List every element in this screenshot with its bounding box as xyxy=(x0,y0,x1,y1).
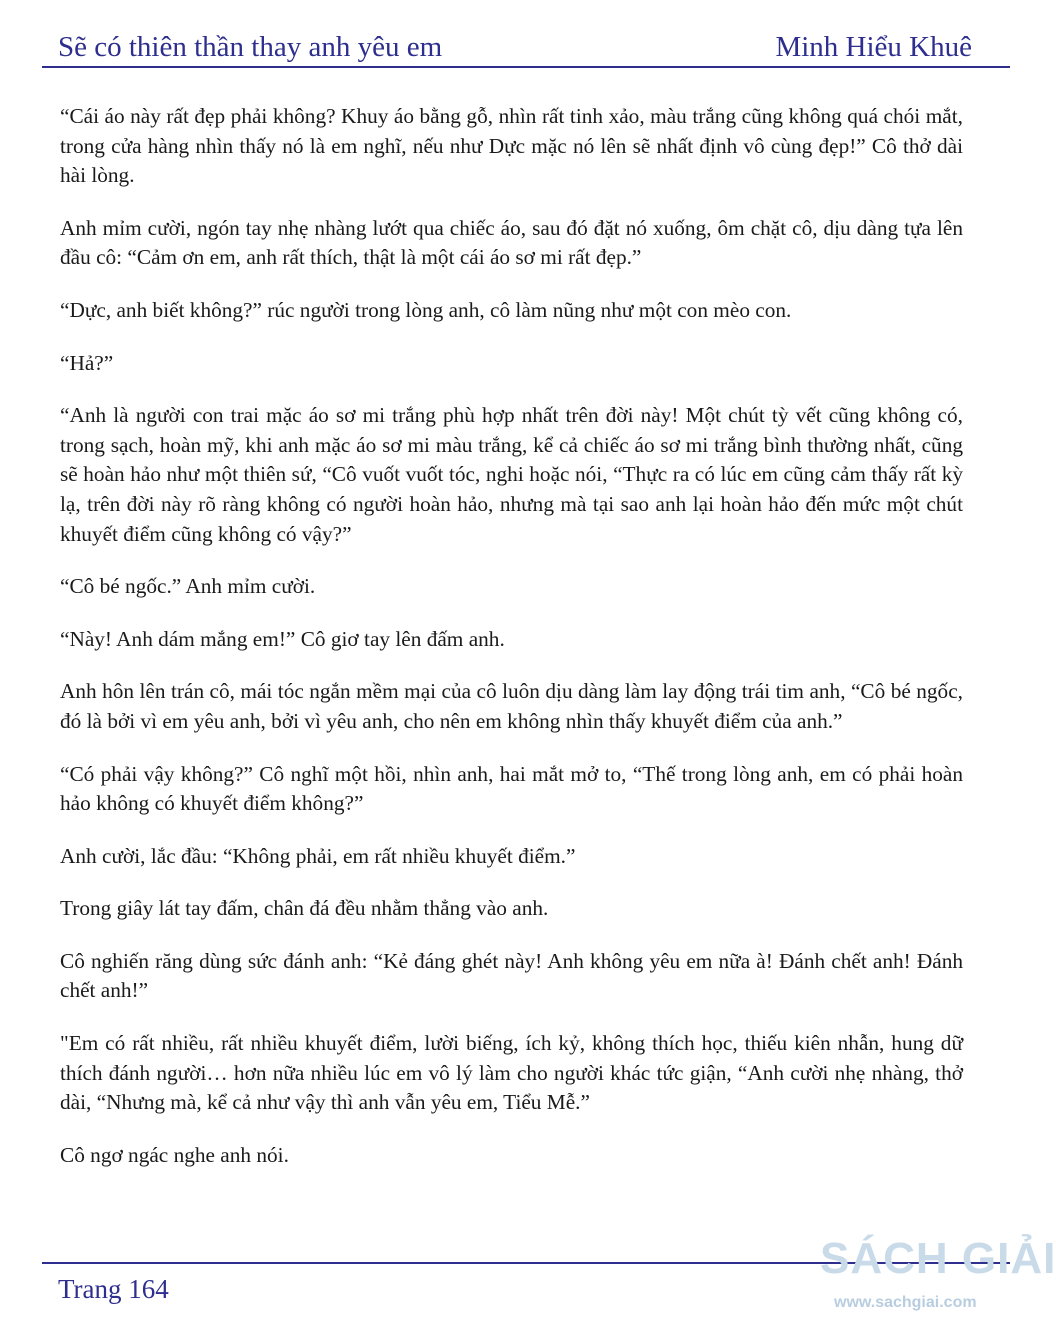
watermark xyxy=(820,1226,1056,1316)
paragraph: “Có phải vậy không?” Cô nghĩ một hồi, nhìn anh, hai mắt mở to, “Thế trong lòng anh, em có phải hoàn hảo không có khuyết điểm không?” xyxy=(60,761,963,816)
watermark-url: www.sachgiai.com xyxy=(834,1294,977,1311)
paragraph: “Cô bé ngốc.” Anh mỉm cười. xyxy=(60,574,316,599)
paragraph: Anh cười, lắc đầu: “Không phải, em rất nhiều khuyết điểm.” xyxy=(60,843,576,868)
footer-rule xyxy=(42,1262,1010,1264)
paragraph: "Em có rất nhiều, rất nhiều khuyết điểm, lười biếng, ích kỷ, không thích học, thiếu kiên nhẫn, hung dữ thích đánh người… hơn nữa nhiều lúc em vô lý làm cho người khác tức giận, “Anh cười nhẹ nhàng, thở dài, “Nhưng mà, kể cả như vậy thì anh vẫn yêu em, Tiểu Mễ.” xyxy=(60,1031,963,1115)
paragraph: Trong giây lát tay đấm, chân đá đều nhằm thẳng vào anh. xyxy=(60,896,549,921)
watermark-logo: SÁCH GIẢI xyxy=(820,1234,1056,1283)
page-header xyxy=(58,22,972,64)
paragraph: Cô ngơ ngác nghe anh nói. xyxy=(60,1142,289,1167)
author-name: Minh Hiểu Khuê xyxy=(775,31,972,63)
paragraph: Anh mỉm cười, ngón tay nhẹ nhàng lướt qua chiếc áo, sau đó đặt nó xuống, ôm chặt cô, dịu dàng tựa lên đầu cô: “Cảm ơn em, anh rất thích, thật là một cái áo sơ mi rất đẹp.” xyxy=(60,215,963,270)
page-number: Trang 164 xyxy=(58,1274,169,1304)
paragraph: “Này! Anh dám mắng em!” Cô giơ tay lên đấm anh. xyxy=(60,626,505,651)
paragraph: “Hả?” xyxy=(60,350,114,375)
paragraph: “Cái áo này rất đẹp phải không? Khuy áo bằng gỗ, nhìn rất tinh xảo, màu trắng cũng không quá chói mắt, trong cửa hàng nhìn thấy nó là em nghĩ, nếu như Dực mặc nó lên sẽ nhất định vô cùng đẹp!” Cô thở dài hài lòng. xyxy=(60,104,963,188)
paragraph: Anh hôn lên trán cô, mái tóc ngắn mềm mại của cô luôn dịu dàng làm lay động trái tim anh, “Cô bé ngốc, đó là bởi vì em yêu anh, bởi vì yêu anh, cho nên em không nhìn thấy khuyết điểm của anh.” xyxy=(60,679,963,733)
book-title: Sẽ có thiên thần thay anh yêu em xyxy=(58,31,443,63)
body-text xyxy=(60,102,963,1193)
paragraph: “Anh là người con trai mặc áo sơ mi trắng phù hợp nhất trên đời này! Một chút tỳ vết cũng không có, trong sạch, hoàn mỹ, khi anh mặc áo sơ mi màu trắng, kể cả chiếc áo sơ mi trắng bình thường nhất, cũng sẽ hoàn hảo như một thiên sứ, “Cô vuốt vuốt tóc, nghi hoặc nói, “Thực ra có lúc em cũng cảm thấy rất kỳ lạ, trên đời này rõ ràng không có người hoàn hảo, nhưng mà tại sao anh lại hoàn hảo đến mức một chút khuyết điểm cũng không có vậy?” xyxy=(60,403,963,546)
paragraph: Cô nghiến răng dùng sức đánh anh: “Kẻ đáng ghét này! Anh không yêu em nữa à! Đánh chết anh! Đánh chết anh!” xyxy=(60,948,963,1003)
paragraph: “Dực, anh biết không?” rúc người trong lòng anh, cô làm nũng như một con mèo con. xyxy=(60,297,792,322)
header-rule xyxy=(42,66,1010,68)
